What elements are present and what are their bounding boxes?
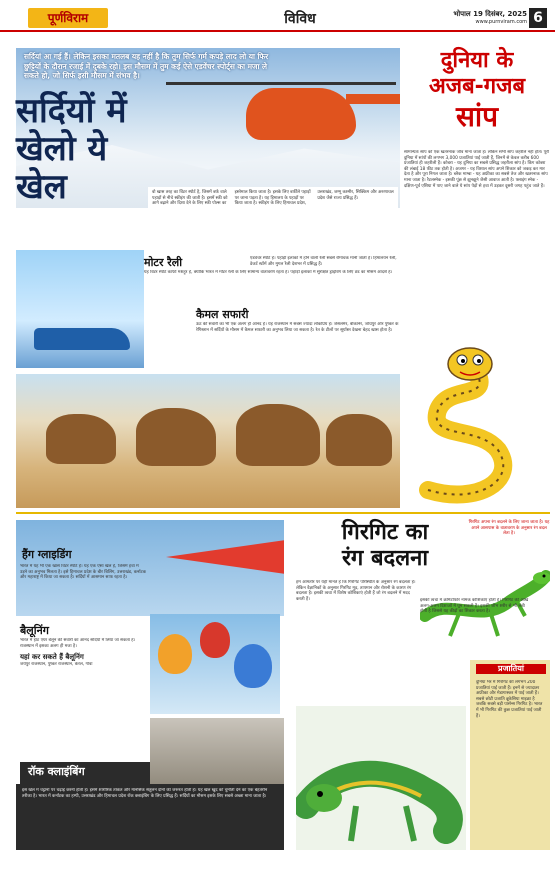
page-number: 6 xyxy=(529,8,547,28)
snake-title-line3: सांप xyxy=(455,100,499,133)
snake-body: सामान्यतः सांप को एक खतरनाक जीव माना जाता है। लेकिन सभी सांप जहरीले नहीं होते। पूरी दुनिया में सांपों की लगभग 3,000 प्रजातियां पाई जाती हैं, जिनमें से केवल करीब 600 प्रजातियां ही जहरीली हैं। कोबरा - यह दुनिया का सबसे प्रसिद्ध जहरीला सांप है। किंग कोबरा की लंबाई 18 फीट तक होती है। अजगर - यह विशाल सांप अपने शिकार को जकड़ कर मार देता है और पूरा निगल जाता है। ब्लैक माम्बा - यह अफ्रीका का सबसे तेज और खतरनाक सांप माना जाता है। रैटलस्नेक - इसकी पूंछ से झुनझुने जैसी आवाज आती है। फ्लाइंग स्नेक - दक्षिण-पूर्व एशिया में पाए जाने वाले ये सांप पेड़ों से हवा में उड़कर दूसरी जगह पहुंच जाते हैं। xyxy=(404,150,549,189)
race-car-photo xyxy=(16,250,144,368)
balloon xyxy=(158,634,192,674)
motor-rally-body-2: एडवेंचर स्पोर्ट है। पहाड़ी इलाकों में होने वाली रैली सबसे रोमांचक मानी जाती है। हिमालयन रैली, डेजर्ट स्टॉर्म और मुगल रैली देशभर में प्रसिद्ध हैं। xyxy=(250,256,397,267)
chameleon-body-2: इसकी त्वचा में क्रोमैटोफोर नामक कोशिकाएं होती हैं। गिरगिट की आंखें अलग-अलग दिशाओं में घूम सकती हैं। इसकी जीभ शरीर से भी लंबी होती है जिससे यह कीड़ों का शिकार करता है। xyxy=(420,598,529,615)
camel-safari-body: ऊंट की सवारी का भी एक अलग ही आनंद है। यह राजस्थान में सबसे ज्यादा लोकप्रिय है। जैसलमेर, बीकानेर, जोधपुर और पुष्कर के रेगिस्तान में सर्दियों के मौसम में कैमल सफारी का अनुभव लिया जा सकता है। रेत के टीलों पर सूर्यास्त देखना बेहद खास होता है। xyxy=(196,322,399,333)
helicopter-body xyxy=(246,88,356,140)
glider-wing xyxy=(166,540,284,574)
balloon xyxy=(200,622,230,658)
rock-climbing-heading: रॉक क्लाइंबिंग xyxy=(28,765,85,778)
ballooning-where: जयपुर राजस्थान, पुष्कर राजस्थान, केरल, गोवा xyxy=(20,662,93,668)
issue-date: भोपाल 19 दिसंबर, 2025 xyxy=(453,10,527,18)
rock-climbing-body: इस खेल में चट्टानों पर चढ़ाई करनी होती है। इसमें शारीरिक ताकत और मानसिक संतुलन दोनों की जरूरत होती है। यह खेल खुद को चुनौती देने का एक बेहतरीन तरीका है। भारत में कर्नाटक का हम्पी, उत्तराखंड और हिमाचल प्रदेश रॉक क्लाइंबिंग के लिए प्रसिद्ध हैं। सर्दियों का मौसम इसके लिए सबसे अच्छा माना जाता है। xyxy=(22,788,268,799)
camel-safari-heading: कैमल सफारी xyxy=(196,308,249,321)
species-body: दुनिया भर में गिरगिट की लगभग 200 प्रजातियां पाई जाती हैं। इनमें से ज्यादातर अफ्रीका और मेडागास्कर में पाई जाती हैं। सबसे छोटी प्रजाति ब्रूकेसिया माइक्रा है जबकि सबसे बड़ी पार्सन्स गिरगिट है। भारत में भी गिरगिट की कुछ प्रजातियां पाई जाती हैं। xyxy=(476,680,543,719)
balloon xyxy=(234,644,272,688)
masthead xyxy=(0,4,555,32)
ballooning-body: भारत में हॉट एयर बैलून की सवारी का आनंद सर्दियों में लिया जा सकता है। राजस्थान में इसका अलग ही मजा है। xyxy=(20,638,136,649)
chameleon-caption: गिरगिट अपना रंग बदलने के लिए जाना जाता है। यह अपने आसपास के वातावरण के अनुसार रंग बदल लेता है। xyxy=(468,520,550,537)
camel xyxy=(326,414,392,466)
cartoon-snake-illustration xyxy=(408,330,528,510)
chameleon-title-line1: गिरगिट का xyxy=(341,520,429,545)
newspaper-logo: पूर्णविराम xyxy=(28,8,108,28)
rock-climber-photo xyxy=(150,718,284,790)
camel-safari-photo xyxy=(16,374,400,508)
motor-rally-heading: मोटर रैली xyxy=(144,256,183,269)
ballooning-where-label: यहां कर सकते हैं बैलूनिंग xyxy=(20,653,84,662)
hang-gliding-heading: हैंग ग्लाइडिंग xyxy=(22,548,72,561)
helicopter-tail xyxy=(346,94,400,104)
snake-title xyxy=(404,48,550,134)
ballooning-heading: बैलूनिंग xyxy=(20,624,49,637)
snake-title-line1: दुनिया के xyxy=(440,48,514,73)
rotor-blade xyxy=(166,82,396,85)
motor-rally-body: यह विंटर स्पोर्ट काफी मशहूर है, क्योंकि भारत में मोटर रैली के लिए सामान्य वातावरण रहता है। पहाड़ी इलाकों में सुरक्षित ड्राइविंग के लिए ठंड का मौसम आदर्श है। xyxy=(144,270,393,275)
winter-quote: सर्दियां आ गई हैं। लेकिन इसका मतलब यह नहीं है कि तुम सिर्फ गर्म कपड़े लाद लो या फिर छुट्टियों के दौरान रजाई में दुबके रहो। इस मौसम में तुम कई ऐसे एडवेंचर स्पोर्ट्स का मजा ले सकते हो, जो सिर्फ इसी मौसम में संभव है। xyxy=(24,52,269,81)
camel xyxy=(136,408,216,466)
site-url: www.purnviram.com xyxy=(475,19,527,25)
section-divider xyxy=(16,512,550,514)
chameleon-body: हम आमतौर पर यही मानते हैं कि गिरगिट परिस्थिति के अनुसार रंग बदलता है। लेकिन वैज्ञानिकों के अनुसार गिरगिट मूड, तापमान और रोशनी के कारण रंग बदलता है। इसकी त्वचा में विशेष कोशिकाएं होती हैं जो रंग बदलने में मदद करती हैं। xyxy=(296,580,416,602)
winter-title: सर्दियों में खेलो ये खेल xyxy=(16,91,127,207)
hot-air-balloon-photo xyxy=(150,614,280,714)
race-car xyxy=(34,328,130,350)
rock-climbing-box xyxy=(16,784,284,850)
section-title: विविध xyxy=(284,11,316,27)
dateline xyxy=(453,10,527,25)
chameleon-photo xyxy=(296,706,466,850)
camel xyxy=(236,404,320,466)
species-heading: प्रजातियां xyxy=(476,664,546,674)
ballooning-block xyxy=(20,638,146,700)
hang-gliding-body: भारत में यह भी एक खास विंटर स्पोर्ट है। यह एक ऐसा खेल है, जिसमें हवा में उड़ने का अनुभव मिलता है। इसे हिमाचल प्रदेश के बीर बिलिंग, उत्तराखंड, कर्नाटक और महाराष्ट्र में किया जा सकता है। सर्दियों में आसमान साफ रहता है। xyxy=(20,564,146,581)
winter-intro: वो खास तरह का विंटर स्पोर्ट है, जिसमें बर्फ वाले पहाड़ों से नीचे स्कीइंग की जाती है। इसमें स्की को आगे बढ़ाने और दिशा देने के लिए स्की पोल्स का इस्तेमाल किया जाता है। इसके लिए बर्फीले पहाड़ों पर जाना पड़ता है। यह हिमालय के पहाड़ों पर किया जाता है। स्कीइंग के लिए हिमाचल प्रदेश, उत्तराखंड, जम्मू कश्मीर, सिक्किम और अरुणाचल प्रदेश जैसे राज्य प्रसिद्ध हैं। xyxy=(148,187,398,243)
snake-title-line2: अजब-गजब xyxy=(428,74,526,99)
camel xyxy=(46,414,116,464)
chameleon-title-line2: रंग बदलना xyxy=(341,546,429,571)
